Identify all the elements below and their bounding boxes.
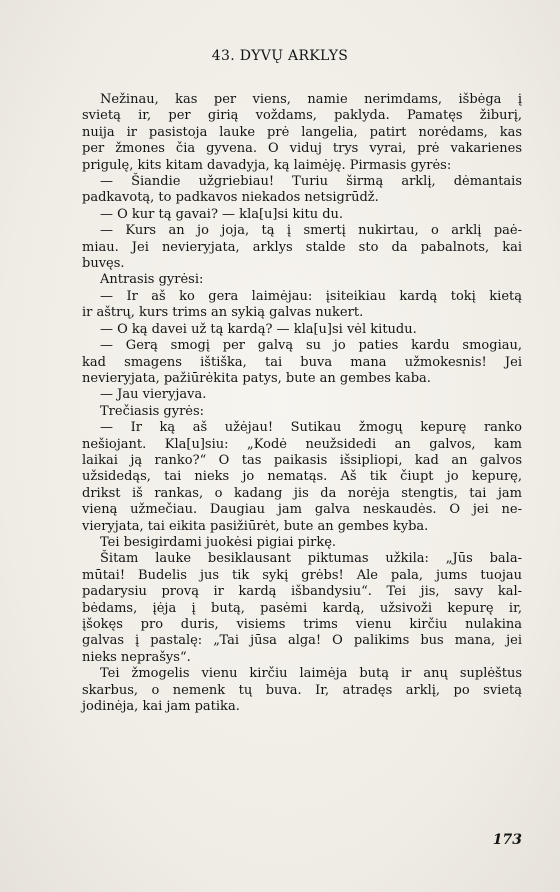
text-line: nevieryjata, pažiūrėkita patys, bute an gembes kaba. (82, 370, 431, 386)
text-line: per žmones čia gyvena. O viduj trys vyrai, prė vakarienes (82, 141, 522, 157)
paragraph (82, 535, 522, 551)
text-line: nešiojant. Kla[u]siu: „Kodė neužsidedi an galvos, kam (82, 436, 522, 452)
paragraph (82, 272, 522, 288)
paragraph (82, 387, 522, 403)
text-line: bėdams, įėja į butą, pasėmi kardą, užsivoži kepurę ir, (82, 600, 522, 616)
story-text (82, 92, 522, 715)
text-line: Šitam lauke besiklausant piktumas užkila: „Jūs bala- (100, 551, 522, 567)
text-line: laikai ją ranko?“ O tas paikasis išsipliopi, kad an galvos (82, 452, 522, 468)
text-line: vieną užmečiau. Daugiau jam galva neskaudės. O jei ne- (82, 502, 522, 518)
paragraph (82, 289, 522, 322)
text-line: — Gerą smogį per galvą su jo paties kardu smogiau, (100, 338, 522, 354)
text-line: Antrasis gyrėsi: (100, 272, 204, 288)
paragraph (82, 322, 522, 338)
text-line: kad smagens ištiška, tai buva mana užmokesnis! Jei (82, 354, 522, 370)
text-line: jodinėja, kai jam patika. (82, 699, 240, 715)
paragraph (82, 223, 522, 272)
text-line: svietą ir, per girią voždams, paklyda. Pamatęs žiburį, (82, 108, 522, 124)
text-line: Trečiasis gyrės: (100, 403, 205, 419)
text-line: nuija ir pasistoja lauke prė langelia, patirt norėdams, kas (82, 124, 522, 140)
text-line: užsidedąs, tai nieks jo nematąs. Aš tik čiupt jo kepurę, (82, 469, 522, 485)
text-line: įšokęs pro duris, visiems trims vienu kirčiu nulakina (82, 617, 522, 632)
paragraph (82, 92, 522, 174)
paragraph (82, 207, 522, 223)
text-line: drikst iš rankas, o kadang jis da norėja stengtis, tai jam (82, 485, 522, 501)
text-line: prigulę, kits kitam davadyja, ką laimėję. Pirmasis gyrės: (82, 157, 452, 173)
text-line: galvas į pastalę: „Tai jūsa alga! O palikims bus mana, jei (82, 633, 522, 649)
paragraph (82, 551, 522, 666)
paragraph (82, 174, 522, 207)
text-line: — Jau vieryjava. (100, 387, 207, 403)
text-line: nieks neprašys“. (82, 649, 191, 665)
text-line: — Ir ką aš užėjau! Sutikau žmogų kepurę ranko (100, 420, 522, 436)
paragraph (82, 338, 522, 387)
text-line: miau. Jei nevieryjata, arklys stalde sto da pabalnots, kai (82, 239, 522, 255)
text-line: — Ir aš ko gera laimėjau: įsiteikiau kardą tokį kietą (100, 288, 522, 304)
text-line: — Šiandie užgriebiau! Turiu širmą arklį, dėmantais (100, 174, 522, 190)
text-line: — O ką davei už tą kardą? — kla[u]si vėl kitudu. (100, 321, 417, 337)
paragraph (82, 404, 522, 420)
paragraph (82, 666, 522, 715)
text-line: buvęs. (82, 256, 125, 272)
text-line: skarbus, o nemenk tų buva. Ir, atradęs arklį, po svietą (82, 682, 522, 698)
paragraph (82, 420, 522, 535)
text-line: ir aštrų, kurs trims an sykią galvas nukert. (82, 305, 364, 321)
text-line: Tei žmogelis vienu kirčiu laimėja butą ir anų suplėštus (100, 666, 522, 682)
page-number: 173 (492, 832, 522, 848)
text-line: — O kur tą gavai? — kla[u]si kitu du. (100, 206, 344, 222)
text-line: padarysiu provą ir kardą išbandysiu“. Tei jis, savy kal- (82, 584, 522, 600)
text-line: — Kurs an jo joja, tą į smertį nukirtau, o arklį paė- (100, 223, 522, 239)
text-line: mūtai! Budelis jus tik sykį grėbs! Ale pala, jums tuojau (82, 567, 522, 583)
text-line: vieryjata, tai eikita pasižiūrėt, bute an gembes kyba. (82, 518, 429, 534)
text-line: Tei besigirdami juokėsi pigiai pirkę. (100, 534, 337, 550)
text-line: Nežinau, kas per viens, namie nerimdams, išbėga į (100, 92, 522, 107)
text-line: padkavotą, to padkavos niekados netsigrūdž. (82, 190, 379, 206)
page-title: 43. DYVŲ ARKLYS (211, 48, 349, 64)
